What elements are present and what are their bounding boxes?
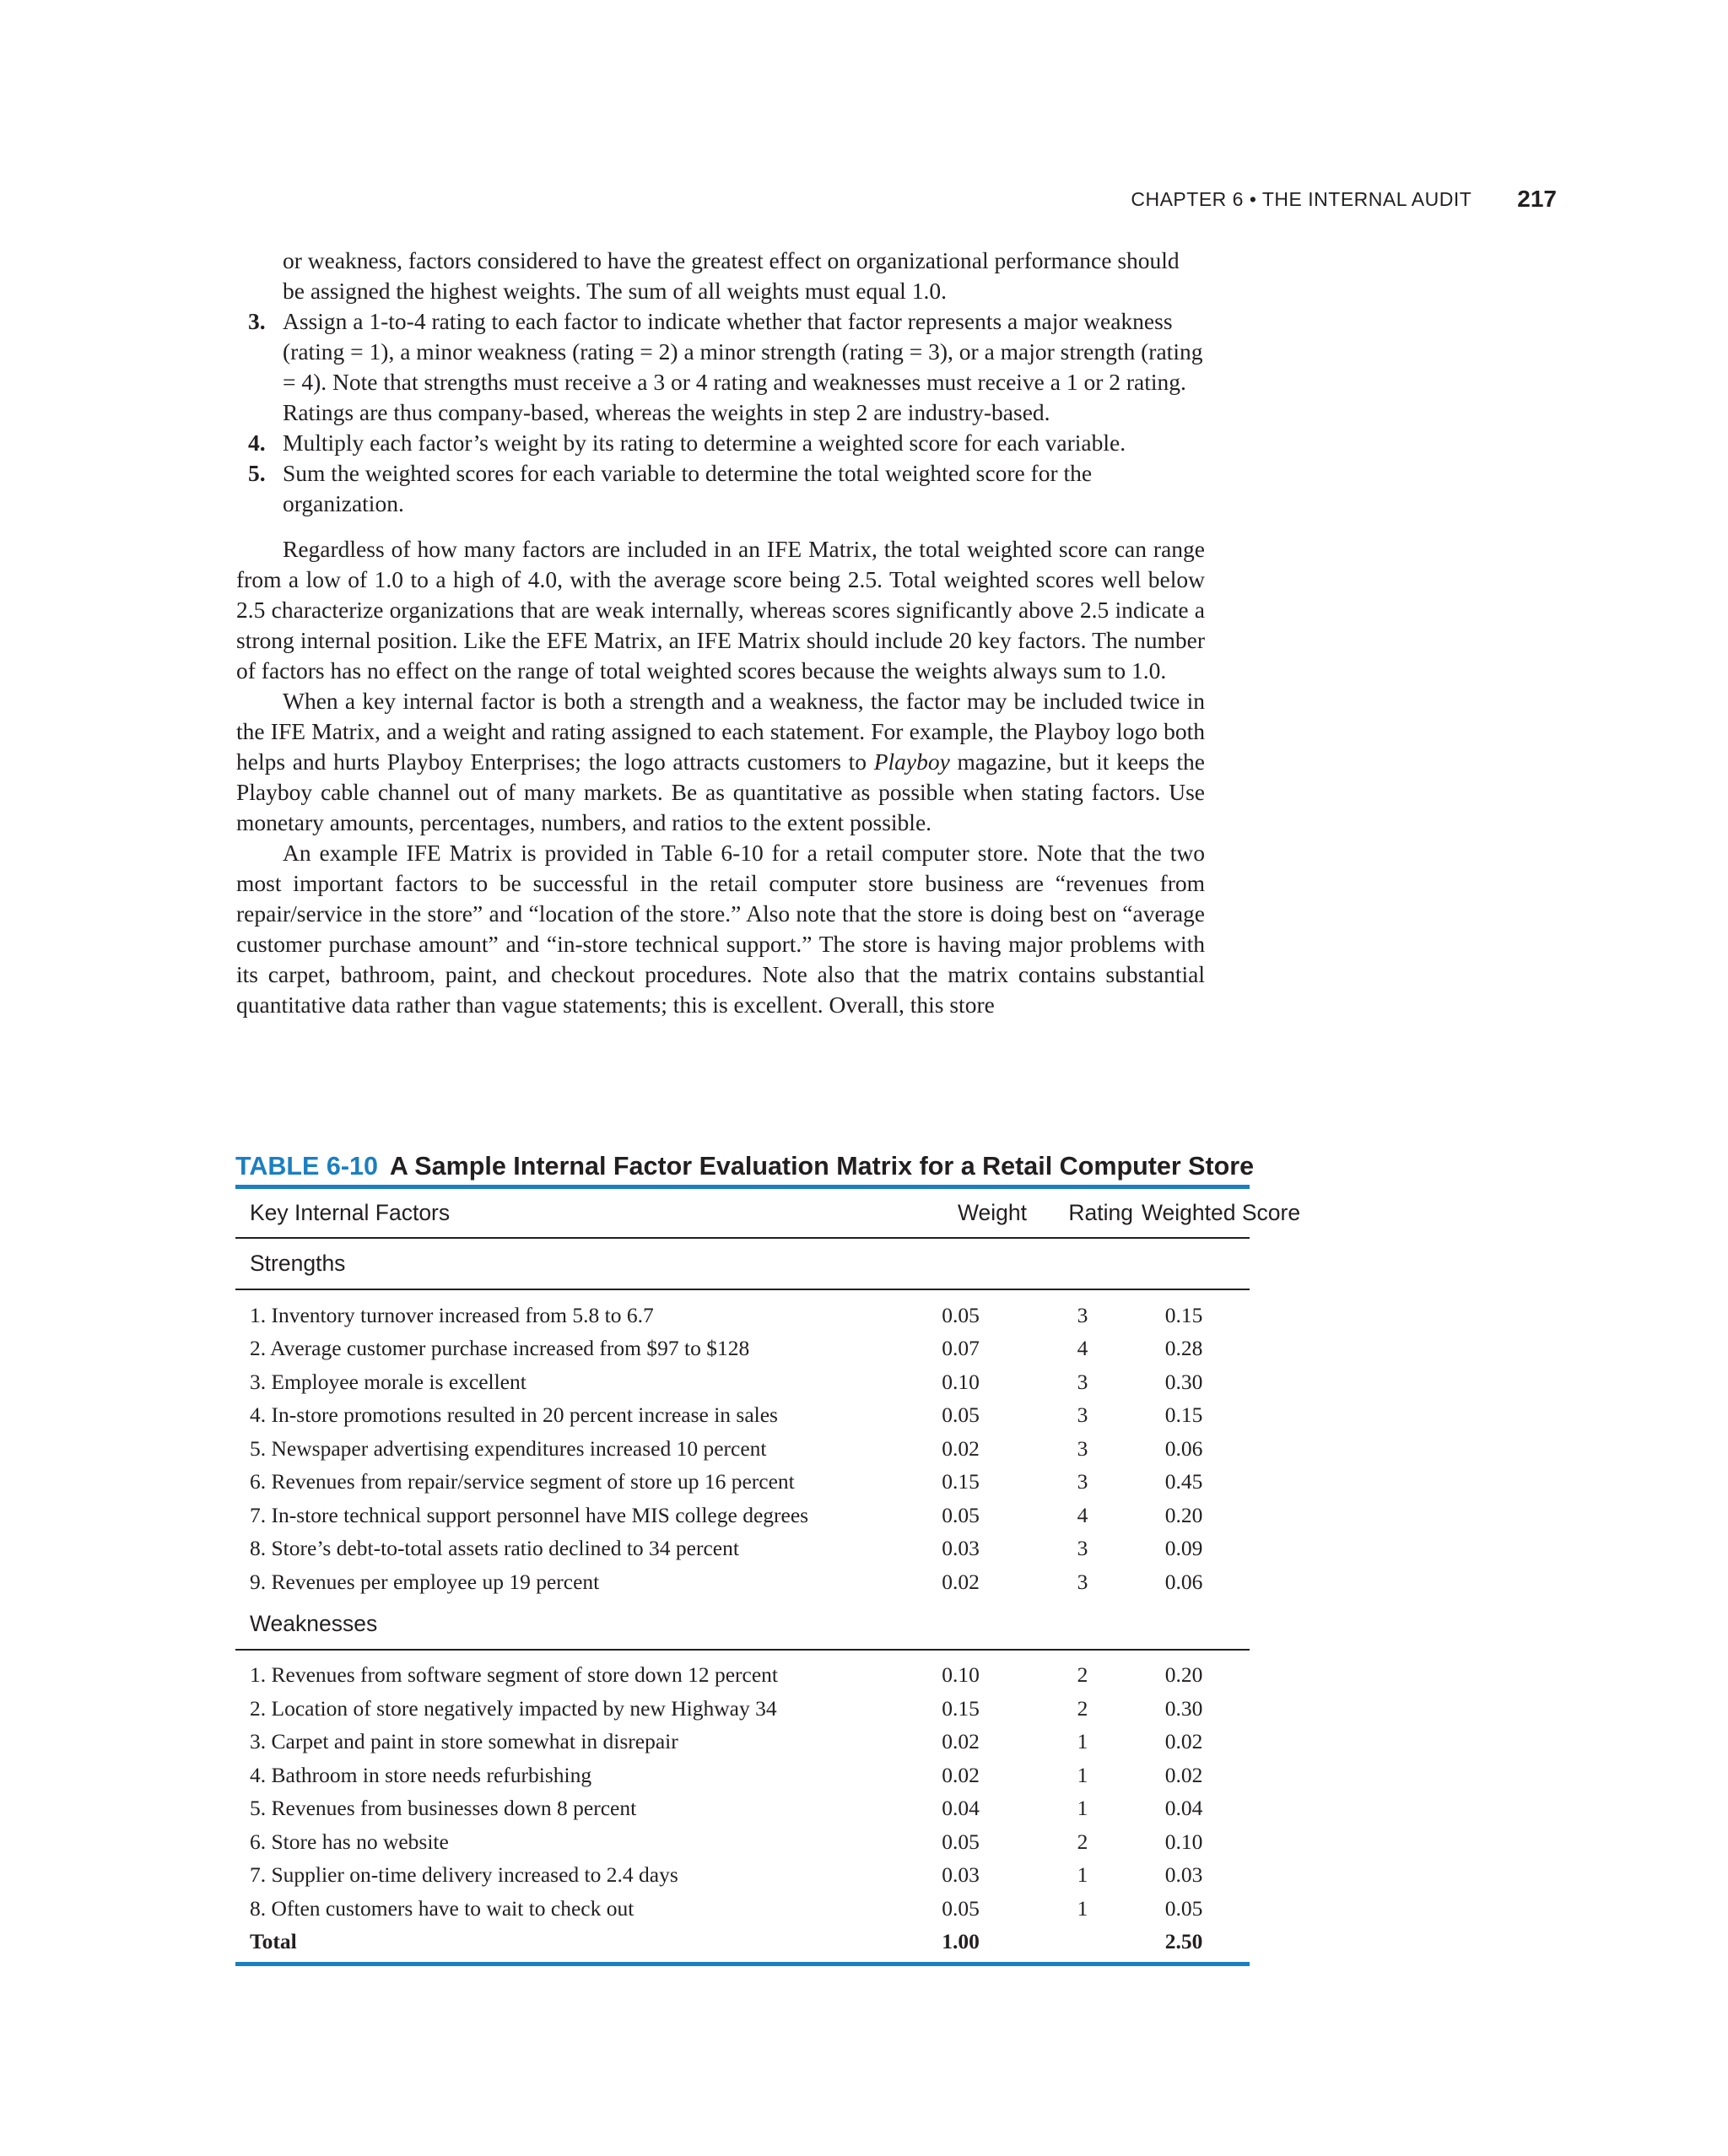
cell-factor: 2. Average customer purchase increased from $97 to $128 <box>250 1336 750 1361</box>
cell-factor: 6. Store has no website <box>250 1829 449 1854</box>
total-row <box>235 1926 1250 1959</box>
cell-score: 0.15 <box>1164 1302 1203 1327</box>
cell-weight: 0.10 <box>942 1662 980 1688</box>
table-row <box>235 1726 1250 1759</box>
bottom-rule <box>235 1962 1250 1966</box>
running-head-text: CHAPTER 6 • THE INTERNAL AUDIT <box>1131 187 1472 210</box>
cell-factor: 9. Revenues per employee up 19 percent <box>250 1569 600 1594</box>
table-row <box>235 1299 1250 1332</box>
step-text: Multiply each factor’s weight by its rating to determine a weighted score for each variable. <box>283 430 1126 456</box>
table-number: TABLE 6-10 <box>235 1152 378 1181</box>
table-row <box>235 1759 1250 1792</box>
cell-rating: 2 <box>1077 1829 1088 1854</box>
cell-rating: 3 <box>1077 1435 1088 1461</box>
step-text: Assign a 1-to-4 rating to each factor to indicate whether that factor represents a major weakness (rating = 1), a minor weakness (rating = 2) a minor strength (rating = 3), or a major strength (rating = 4). Note that strengths must receive a 3 or 4 rating and weaknesses must receive a 1 or 2 rating. Ratings are thus company-based, whereas the weights in step 2 are industry-based. <box>283 308 1203 425</box>
cell-score: 0.10 <box>1164 1829 1203 1854</box>
cell-score: 0.28 <box>1164 1336 1203 1361</box>
cell-weight: 0.15 <box>942 1469 980 1494</box>
table-row <box>235 1399 1250 1433</box>
cell-weight: 0.05 <box>942 1302 980 1327</box>
cell-weight: 0.07 <box>942 1336 980 1361</box>
cell-score: 0.06 <box>1164 1569 1203 1594</box>
cell-rating: 3 <box>1077 1536 1088 1561</box>
cell-score: 0.06 <box>1164 1435 1203 1461</box>
cell-score: 0.15 <box>1164 1402 1203 1428</box>
step-2-continuation: or weakness, factors considered to have the greatest effect on organizational performance should be assigned the highest weights. The sum of all weights must equal 1.0. <box>283 247 1180 304</box>
cell-factor: 5. Revenues from businesses down 8 percent <box>250 1796 637 1821</box>
cell-score: 0.30 <box>1164 1695 1203 1721</box>
ife-matrix-table <box>235 1149 1301 1966</box>
cell-score: 0.20 <box>1164 1662 1203 1688</box>
total-score: 2.50 <box>1164 1929 1203 1954</box>
cell-factor: 7. In-store technical support personnel have MIS college degrees <box>250 1502 809 1527</box>
table-row <box>235 1365 1250 1399</box>
paragraph-text: magazine, but it keeps the Playboy cable channel out of many markets. Be as quantitative as possible when stating factors. Use monetary amounts, percentages, numbers, and ratios to the extent possible. <box>236 748 1205 835</box>
cell-rating: 4 <box>1077 1502 1088 1527</box>
strengths-rows <box>235 1299 1250 1599</box>
cell-factor: 3. Employee morale is excellent <box>250 1369 526 1394</box>
body-text <box>236 246 1205 1020</box>
cell-weight: 0.05 <box>942 1895 980 1921</box>
table-row <box>235 1432 1250 1466</box>
cell-rating: 3 <box>1077 1302 1088 1327</box>
step-3 <box>236 306 1205 428</box>
cell-weight: 0.02 <box>942 1729 980 1754</box>
cell-factor: 8. Often customers have to wait to check out <box>250 1895 634 1921</box>
table-row <box>235 1532 1250 1566</box>
cell-factor: 1. Revenues from software segment of store down 12 percent <box>250 1662 778 1688</box>
cell-weight: 0.02 <box>942 1762 980 1787</box>
total-label: Total <box>250 1929 297 1954</box>
cell-rating: 3 <box>1077 1369 1088 1394</box>
cell-score: 0.09 <box>1164 1536 1203 1561</box>
cell-score: 0.45 <box>1164 1469 1203 1494</box>
cell-weight: 0.03 <box>942 1862 980 1888</box>
table-row <box>235 1892 1250 1926</box>
running-head <box>1122 182 1557 216</box>
step-text: Sum the weighted scores for each variable to determine the total weighted score for the organization. <box>283 460 1093 516</box>
step-5 <box>236 458 1205 519</box>
cell-rating: 1 <box>1077 1762 1088 1787</box>
total-weight: 1.00 <box>942 1929 980 1954</box>
cell-factor: 4. Bathroom in store needs refurbishing <box>250 1762 592 1787</box>
cell-factor: 5. Newspaper advertising expenditures increased 10 percent <box>250 1435 767 1461</box>
header-weight: Weight <box>958 1200 1027 1225</box>
table-caption <box>235 1149 1255 1185</box>
cell-score: 0.05 <box>1164 1895 1203 1921</box>
cell-rating: 2 <box>1077 1695 1088 1721</box>
cell-weight: 0.10 <box>942 1369 980 1394</box>
step-number: 5. <box>248 460 266 486</box>
cell-rating: 3 <box>1077 1469 1088 1494</box>
cell-weight: 0.05 <box>942 1829 980 1854</box>
cell-rating: 1 <box>1077 1729 1088 1754</box>
table-header-row <box>235 1189 1301 1237</box>
cell-factor: 7. Supplier on-time delivery increased to 2.4 days <box>250 1862 678 1888</box>
cell-score: 0.02 <box>1164 1729 1203 1754</box>
cell-factor: 4. In-store promotions resulted in 20 percent increase in sales <box>250 1402 778 1428</box>
paragraph: An example IFE Matrix is provided in Table 6-10 for a retail computer store. Note that the two most important factors to be successful in the retail computer store business are “revenues from repair/service in the store” and “location of the store.” Also note that the store is doing best on “average customer purchase amount” and “in-store technical support.” The store is having major problems with its carpet, bathroom, paint, and checkout procedures. Note also that the matrix contains substantial quantitative data rather than vague statements; this is excellent. Overall, this store <box>236 840 1205 1018</box>
cell-rating: 4 <box>1077 1336 1088 1361</box>
header-rating: Rating <box>1068 1200 1133 1225</box>
paragraph <box>236 686 1205 838</box>
cell-factor: 2. Location of store negatively impacted by new Highway 34 <box>250 1695 777 1721</box>
table-row <box>235 1825 1250 1859</box>
table-row <box>235 1466 1250 1499</box>
cell-rating: 1 <box>1077 1862 1088 1888</box>
cell-weight: 0.05 <box>942 1402 980 1428</box>
cell-weight: 0.04 <box>942 1796 980 1821</box>
cell-score: 0.02 <box>1164 1762 1203 1787</box>
header-weighted-score: Weighted Score <box>1142 1200 1301 1225</box>
paragraph-text: When a key internal factor is both a strength and a weakness, the factor may be included twice in the IFE Matrix, and a weight and rating assigned to each statement. For example, the Playboy logo both helps and hurts Playboy Enterprises; the logo attracts customers to <box>236 688 1205 775</box>
cell-score: 0.30 <box>1164 1369 1203 1394</box>
header-factor: Key Internal Factors <box>250 1200 451 1225</box>
cell-score: 0.03 <box>1164 1862 1203 1888</box>
cell-factor: 8. Store’s debt-to-total assets ratio declined to 34 percent <box>250 1536 739 1561</box>
table-title: A Sample Internal Factor Evaluation Matrix for a Retail Computer Store <box>389 1152 1255 1181</box>
step-number: 3. <box>248 308 266 334</box>
cell-rating: 1 <box>1077 1796 1088 1821</box>
section-weaknesses: Weaknesses <box>250 1610 378 1636</box>
cell-weight: 0.03 <box>942 1536 980 1561</box>
page-number: 217 <box>1517 186 1557 212</box>
cell-score: 0.20 <box>1164 1502 1203 1527</box>
table-row <box>235 1499 1250 1532</box>
cell-weight: 0.02 <box>942 1569 980 1594</box>
table-row <box>235 1692 1250 1726</box>
cell-rating: 3 <box>1077 1569 1088 1594</box>
step-number: 4. <box>248 430 266 456</box>
table-row <box>235 1792 1250 1826</box>
cell-weight: 0.05 <box>942 1502 980 1527</box>
table-row <box>235 1859 1250 1893</box>
cell-weight: 0.02 <box>942 1435 980 1461</box>
weaknesses-rows <box>235 1659 1250 1926</box>
cell-rating: 2 <box>1077 1662 1088 1688</box>
table-row <box>235 1565 1250 1599</box>
cell-weight: 0.15 <box>942 1695 980 1721</box>
table-row <box>235 1332 1250 1366</box>
cell-rating: 1 <box>1077 1895 1088 1921</box>
cell-factor: 3. Carpet and paint in store somewhat in disrepair <box>250 1729 678 1754</box>
cell-factor: 6. Revenues from repair/service segment of store up 16 percent <box>250 1469 795 1494</box>
step-4 <box>236 428 1205 458</box>
cell-score: 0.04 <box>1164 1796 1203 1821</box>
cell-factor: 1. Inventory turnover increased from 5.8 to 6.7 <box>250 1302 654 1327</box>
magazine-title: Playboy <box>873 748 950 775</box>
section-strengths: Strengths <box>250 1251 346 1276</box>
table-row <box>235 1659 1250 1693</box>
paragraph: Regardless of how many factors are included in an IFE Matrix, the total weighted score can range from a low of 1.0 to a high of 4.0, with the average score being 2.5. Total weighted scores well below 2.5 characterize organizations that are weak internally, whereas scores significantly above 2.5 indicate a strong internal position. Like the EFE Matrix, an IFE Matrix should include 20 key factors. The number of factors has no effect on the range of total weighted scores because the weights always sum to 1.0. <box>236 536 1205 684</box>
cell-rating: 3 <box>1077 1402 1088 1428</box>
